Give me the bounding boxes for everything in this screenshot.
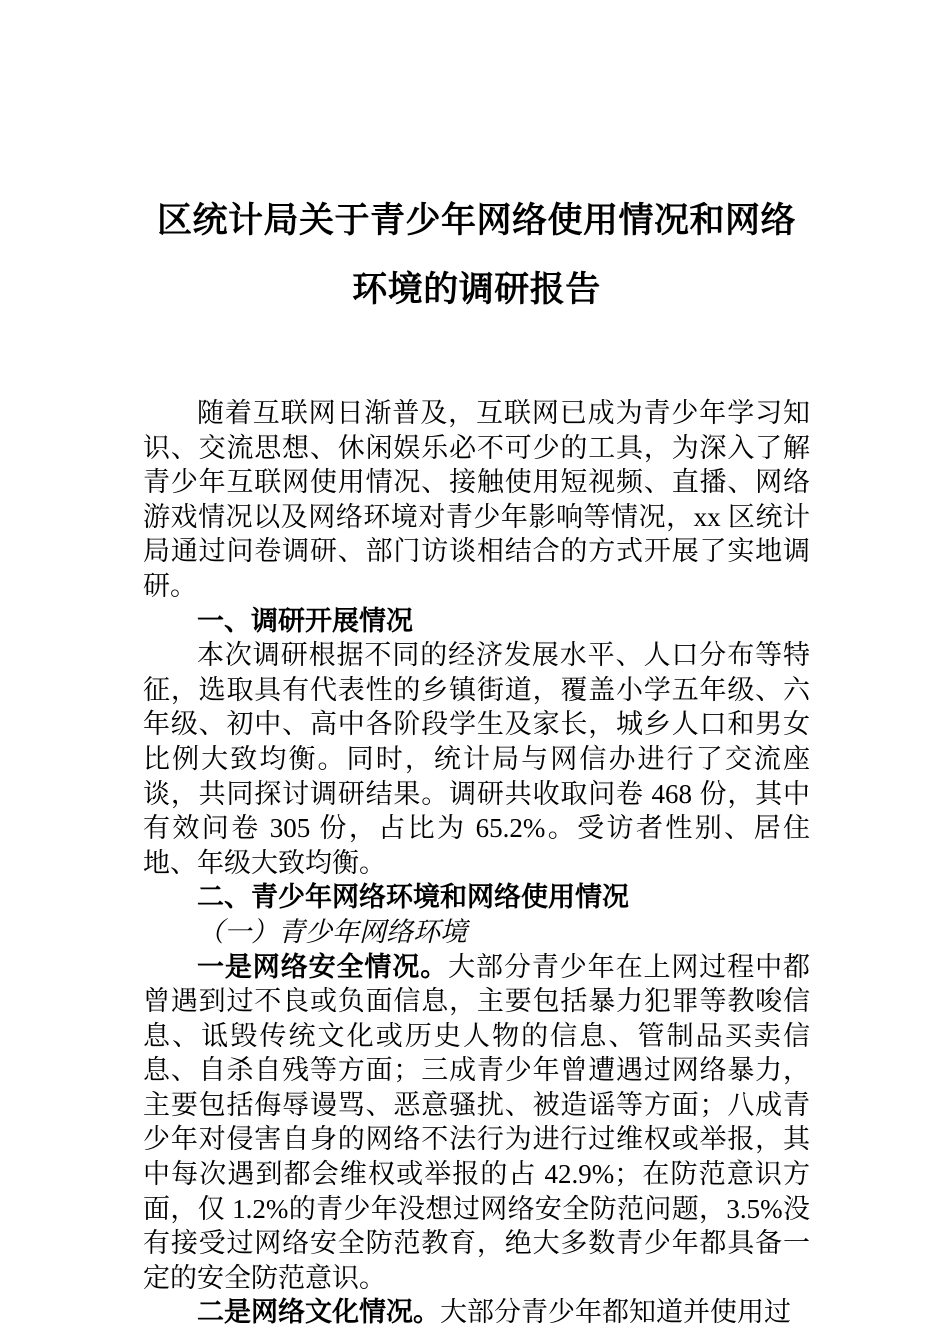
lead-network-culture: 二是网络文化情况。	[197, 1297, 440, 1328]
subsection-heading-network-environment: （一）青少年网络环境	[197, 916, 467, 947]
document-title-line1: 区统计局关于青少年网络使用情况和网络	[156, 201, 796, 240]
paragraph-network-culture	[143, 1295, 810, 1330]
section-heading-network-usage: 二、青少年网络环境和网络使用情况	[197, 882, 629, 913]
section-heading-survey-overview: 一、调研开展情况	[197, 605, 413, 636]
document-body	[143, 396, 810, 1330]
lead-network-safety: 一是网络安全情况。	[197, 951, 449, 982]
paragraph-survey-method: 本次调研根据不同的经济发展水平、人口分布等特征，选取具有代表性的乡镇街道，覆盖小学五年级、六年级、初中、高中各阶段学生及家长，城乡人口和男女比例大致均衡。同时，统计局与网信办进行了交流座谈，共同探讨调研结果。调研共收取问卷 468 份，其中有效问卷 305 份，占比为 65.2%。受访者性别、居住地、年级大致均衡。	[143, 640, 810, 878]
text-network-safety: 大部分青少年在上网过程中都曾遇到过不良或负面信息，主要包括暴力犯罪等教唆信息、诋毁传统文化或历史人物的信息、管制品买卖信息、自杀自残等方面；三成青少年曾遭遇过网络暴力，主要包括侮辱谩骂、恶意骚扰、被造谣等方面；八成青少年对侵害自身的网络不法行为进行过维权或举报，其中每次遇到都会维权或举报的占 42.9%；在防范意识方面，仅 1.2%的青少年没想过网络安全防范问题，3.5%没有接受过网络安全防范教育，绝大多数青少年都具备一定的安全防范意识。	[143, 951, 811, 1293]
document-title	[143, 186, 810, 324]
paragraph-introduction: 随着互联网日渐普及，互联网已成为青少年学习知识、交流思想、休闲娱乐必不可少的工具，为深入了解青少年互联网使用情况、接触使用短视频、直播、网络游戏情况以及网络环境对青少年影响等情况，xx 区统计局通过问卷调研、部门访谈相结合的方式开展了实地调研。	[143, 398, 810, 601]
text-network-culture: 大部分青少年都知道并使用过	[440, 1297, 791, 1328]
document-title-line2: 环境的调研报告	[352, 270, 601, 309]
paragraph-network-safety	[143, 950, 810, 1296]
